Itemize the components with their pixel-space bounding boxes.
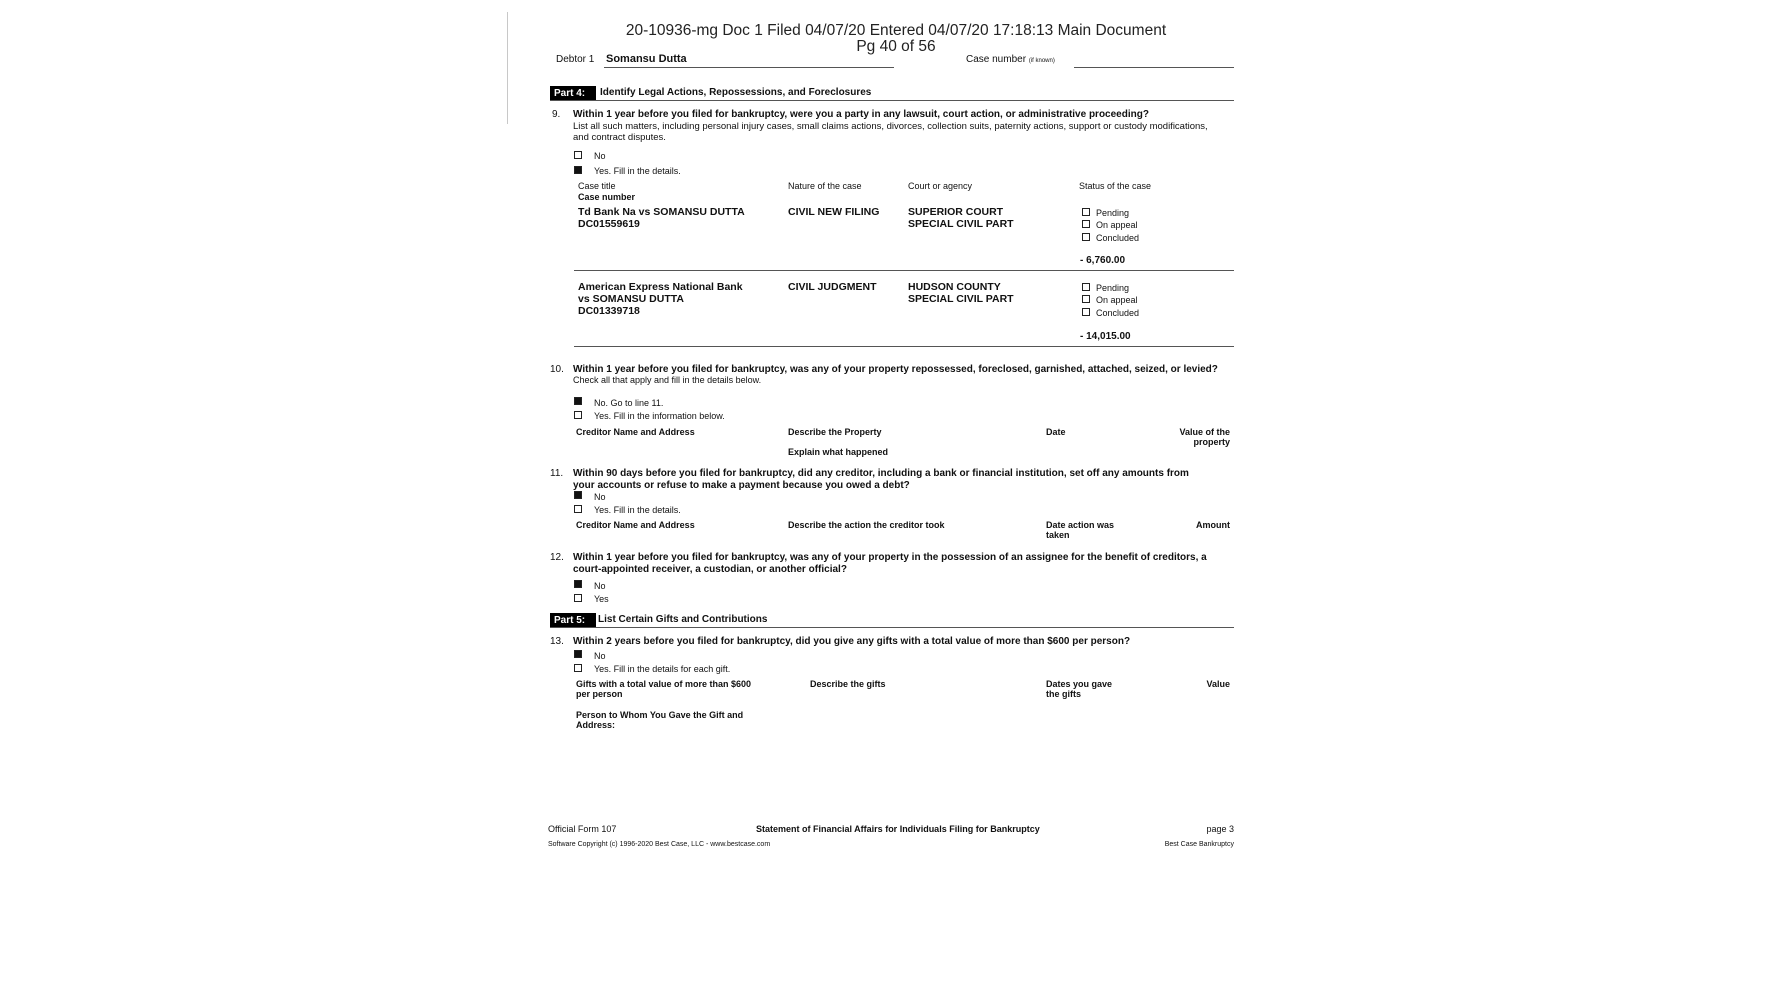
q10-yes-label: Yes. Fill in the information below.	[594, 411, 725, 421]
q12-yes-checkbox[interactable]	[574, 594, 582, 602]
q10-col-explain: Explain what happened	[788, 447, 889, 457]
q13-col-value: Value	[1206, 679, 1230, 689]
status-concluded-label: Concluded	[1096, 308, 1140, 318]
q11-no-label: No	[594, 492, 606, 502]
q9-no-label: No	[594, 151, 606, 161]
q11-col-date: Date action was	[1046, 520, 1115, 530]
q12-no-checkbox[interactable]	[574, 580, 582, 588]
q12-number: 12.	[550, 552, 564, 563]
status-pending-label: Pending	[1096, 283, 1130, 293]
q11-question: Within 90 days before you filed for bankruptcy, did any creditor, including a bank or financial institution, set off any amounts from your accounts or refuse to make a payment because you owed a debt?	[573, 468, 1189, 491]
col-nature: Nature of the case	[788, 181, 862, 191]
q11-no-checkbox[interactable]	[574, 491, 582, 499]
footer-title: Statement of Financial Affairs for Individuals Filing for Bankruptcy	[756, 824, 1040, 834]
debtor-label: Debtor 1	[556, 54, 595, 65]
col-case-number: Case number	[578, 192, 636, 202]
q13-col-dates-cont: the gifts	[1046, 689, 1081, 699]
status-concluded-checkbox[interactable]	[1082, 308, 1090, 316]
q11-col-date-cont: taken	[1046, 530, 1070, 540]
case-amount: - 6,760.00	[1080, 255, 1126, 266]
case-court: HUDSON COUNTY	[908, 281, 1001, 293]
q11-col-creditor: Creditor Name and Address	[576, 520, 695, 530]
q13-col-describe: Describe the gifts	[810, 679, 886, 689]
status-appeal-checkbox[interactable]	[1082, 220, 1090, 228]
case-header: 20-10936-mg Doc 1 Filed 04/07/20 Entered 04/07/20 17:18:13 Main Document	[625, 22, 1167, 39]
case-title: Td Bank Na vs SOMANSU DUTTA	[578, 206, 745, 218]
q10-col-creditor: Creditor Name and Address	[576, 427, 695, 437]
document-page	[548, 18, 1244, 978]
q12-no-label: No	[594, 581, 606, 591]
status-concluded-label: Concluded	[1096, 233, 1140, 243]
q13-no-checkbox[interactable]	[574, 650, 582, 658]
q12-question: Within 1 year before you filed for bankruptcy, was any of your property in the possession of an assignee for the benefit of creditors, a court-appointed receiver, a custodian, or another official?	[573, 552, 1207, 575]
margin-rule	[507, 12, 508, 124]
q9-yes-label: Yes. Fill in the details.	[594, 166, 681, 176]
footer-copyright: Software Copyright (c) 1996-2020 Best Case, LLC - www.bestcase.com	[548, 841, 771, 848]
q12-yes-label: Yes	[594, 594, 609, 604]
status-pending-checkbox[interactable]	[1082, 283, 1090, 291]
q13-yes-label: Yes. Fill in the details for each gift.	[594, 664, 731, 674]
q10-instructions: Check all that apply and fill in the details below.	[573, 375, 762, 385]
q13-col-person-cont: Address:	[576, 720, 616, 730]
case-amount: - 14,015.00	[1080, 331, 1131, 342]
q11-yes-label: Yes. Fill in the details.	[594, 505, 681, 515]
case-title-cont: vs SOMANSU DUTTA	[578, 293, 684, 305]
q10-yes-checkbox[interactable]	[574, 411, 582, 419]
q10-no-label: No. Go to line 11.	[594, 398, 664, 408]
status-appeal-label: On appeal	[1096, 220, 1138, 230]
q10-number: 10.	[550, 364, 564, 375]
part4-tag: Part 4:	[550, 86, 596, 101]
q10-col-value: Value of the	[1179, 427, 1230, 437]
footer-brand: Best Case Bankruptcy	[1164, 841, 1234, 848]
q13-question: Within 2 years before you filed for bankruptcy, did you give any gifts with a total value of more than $600 per person?	[573, 636, 1131, 647]
col-status: Status of the case	[1079, 181, 1152, 191]
q13-col-person: Person to Whom You Gave the Gift and	[576, 710, 744, 720]
q10-col-value-cont: property	[1193, 437, 1230, 447]
case-nature: CIVIL NEW FILING	[788, 206, 880, 218]
q13-yes-checkbox[interactable]	[574, 664, 582, 672]
q9-yes-checkbox[interactable]	[574, 166, 582, 174]
case-nature: CIVIL JUDGMENT	[788, 281, 877, 293]
col-court: Court or agency	[908, 181, 973, 191]
q13-col-gifts-cont: per person	[576, 689, 623, 699]
q11-yes-checkbox[interactable]	[574, 505, 582, 513]
footer-page: page 3	[1206, 824, 1234, 834]
status-appeal-label: On appeal	[1096, 295, 1138, 305]
part5-tag: Part 5:	[550, 613, 596, 628]
col-case-title: Case title	[578, 181, 616, 191]
q10-question: Within 1 year before you filed for bankruptcy, was any of your property repossessed, foreclosed, garnished, attached, seized, or levied?	[573, 364, 1218, 375]
q9-no-checkbox[interactable]	[574, 151, 582, 159]
q10-col-date: Date	[1046, 427, 1066, 437]
q10-col-property: Describe the Property	[788, 427, 882, 437]
page-indicator: Pg 40 of 56	[856, 38, 936, 55]
q11-col-action: Describe the action the creditor took	[788, 520, 945, 530]
case-number: DC01559619	[578, 218, 640, 230]
q13-number: 13.	[550, 636, 564, 647]
status-concluded-checkbox[interactable]	[1082, 233, 1090, 241]
status-pending-label: Pending	[1096, 208, 1130, 218]
q11-number: 11.	[550, 468, 564, 479]
q9-question: Within 1 year before you filed for bankruptcy, were you a party in any lawsuit, court action, or administrative proceeding?	[573, 109, 1149, 120]
q13-col-gifts: Gifts with a total value of more than $600	[576, 679, 752, 689]
q9-instructions: List all such matters, including personal injury cases, small claims actions, divorces, collection suits, paternity actions, support or custody modifications, and contract disputes.	[573, 121, 1208, 143]
footer-form: Official Form 107	[548, 824, 617, 834]
q13-no-label: No	[594, 651, 606, 661]
part5-title: List Certain Gifts and Contributions	[598, 614, 768, 625]
part4-title: Identify Legal Actions, Repossessions, and Foreclosures	[600, 87, 872, 98]
case-number-label: Case number (if known)	[966, 54, 1055, 65]
case-court-division: SPECIAL CIVIL PART	[908, 293, 1014, 305]
q13-col-dates: Dates you gave	[1046, 679, 1113, 689]
debtor-name: Somansu Dutta	[606, 53, 687, 65]
case-court-division: SPECIAL CIVIL PART	[908, 218, 1014, 230]
q11-col-amount: Amount	[1196, 520, 1230, 530]
case-number: DC01339718	[578, 305, 640, 317]
case-title: American Express National Bank	[578, 281, 743, 293]
status-pending-checkbox[interactable]	[1082, 208, 1090, 216]
status-appeal-checkbox[interactable]	[1082, 295, 1090, 303]
q10-no-checkbox[interactable]	[574, 397, 582, 405]
q9-number: 9.	[552, 109, 561, 120]
case-court: SUPERIOR COURT	[908, 206, 1004, 218]
